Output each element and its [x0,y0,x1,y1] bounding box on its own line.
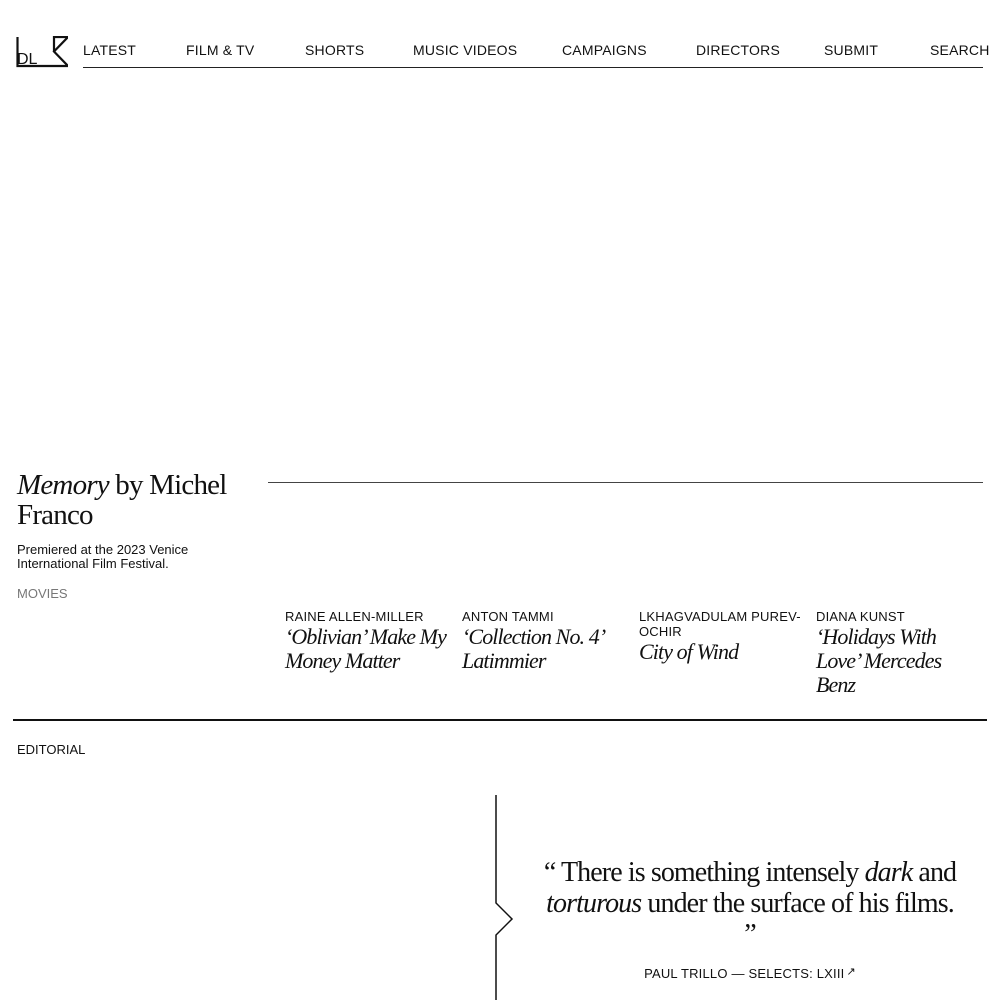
card-director: LKHAGVADULAM PUREV-OCHIR [639,609,801,639]
quote-text-3: under the surface of his films. ” [641,888,954,950]
arrow-up-right-icon: ↗ [846,966,856,978]
feature-title[interactable] [17,470,257,530]
quote-text-2: and [912,857,957,888]
nav-music-videos[interactable]: MUSIC VIDEOS [413,42,518,58]
section-label-editorial: EDITORIAL [17,742,86,757]
feature-title-rest: by Michel Franco [17,469,227,531]
project-card[interactable] [285,609,447,673]
project-card[interactable] [639,609,801,664]
nav-search[interactable]: SEARCH [930,42,990,58]
main-nav [83,42,990,68]
feature-description: Premiered at the 2023 Venice International Film Festival. [17,542,189,571]
nav-campaigns[interactable]: CAMPAIGNS [562,42,647,58]
card-director: ANTON TAMMI [462,609,554,624]
dl-logo[interactable] [16,36,68,68]
feature-category-tag[interactable]: MOVIES [17,586,68,601]
chevron-divider [492,795,516,1000]
quote-source-label: PAUL TRILLO — SELECTS: LXIII [644,966,845,981]
quote-emphasis-1: dark [864,857,913,888]
nav-film-tv[interactable]: FILM & TV [186,42,255,58]
card-director: RAINE ALLEN-MILLER [285,609,424,624]
nav-submit[interactable]: SUBMIT [824,42,879,58]
project-card[interactable] [462,609,624,673]
card-title: City of Wind [639,639,739,664]
card-title: ‘Collection No. 4’ Latimmier [462,624,603,673]
quote-source-link[interactable] [540,965,960,981]
card-title: ‘Oblivian’ Make My Money Matter [285,624,446,673]
editorial-quote[interactable] [540,857,960,950]
feature-divider [268,482,983,483]
card-title: ‘Holidays With Love’ Mercedes Benz [816,624,942,697]
logo-text: DL [17,51,38,68]
project-card[interactable] [816,609,978,697]
nav-latest[interactable]: LATEST [83,42,137,58]
feature-title-italic: Memory [17,469,109,501]
nav-shorts[interactable]: SHORTS [305,42,365,58]
card-director: DIANA KUNST [816,609,905,624]
quote-text-1: “ There is something intensely [543,857,865,888]
section-divider [13,719,987,721]
nav-directors[interactable]: DIRECTORS [696,42,780,58]
quote-emphasis-2: torturous [546,888,642,919]
